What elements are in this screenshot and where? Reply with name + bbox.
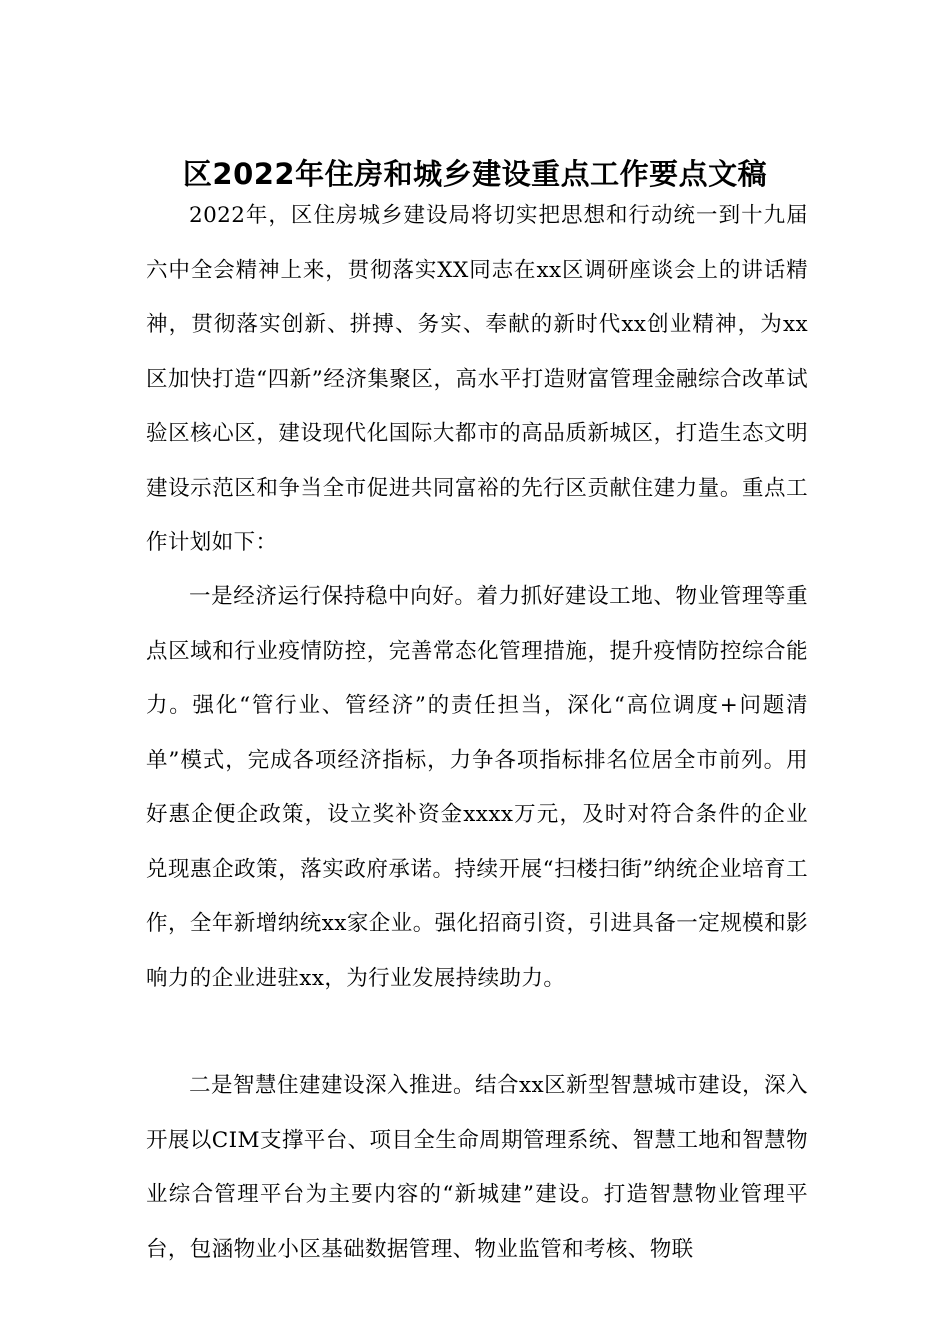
document-title: 区2022年住房和城乡建设重点工作要点文稿 — [182, 157, 768, 191]
paragraph-intro: 2022年，区住房城乡建设局将切实把思想和行动统一到十九届六中全会精神上来，贯彻落实XX同志在xx区调研座谈会上的讲话精神，贯彻落实创新、拼搏、务实、奉献的新时代xx创业精神，为xx区加快打造“四新”经济集聚区，高水平打造财富管理金融综合改革试验区核心区，建设现代化国际大都市的高品质新城区，打造生态文明建设示范区和争当全市促进共同富裕的先行区贡献住建力量。重点工作计划如下： — [146, 203, 808, 555]
paragraph-economic-operation: 一是经济运行保持稳中向好。着力抓好建设工地、物业管理等重点区域和行业疫情防控，完善常态化管理措施，提升疫情防控综合能力。强化“管行业、管经济”的责任担当，深化“高位调度+问题清单”模式，完成各项经济指标，力争各项指标排名位居全市前列。用好惠企便企政策，设立奖补资金xxxx万元，及时对符合条件的企业兑现惠企政策，落实政府承诺。持续开展“扫楼扫街”纳统企业培育工作，全年新增纳统xx家企业。强化招商引资，引进具备一定规模和影响力的企业进驻xx，为行业发展持续助力。 — [146, 584, 808, 991]
paragraph-smart-construction: 二是智慧住建建设深入推进。结合xx区新型智慧城市建设，深入开展以CIM支撑平台、项目全生命周期管理系统、智慧工地和智慧物业综合管理平台为主要内容的“新城建”建设。打造智慧物业管理平台，包涵物业小区基础数据管理、物业监管和考核、物联 — [146, 1073, 808, 1262]
